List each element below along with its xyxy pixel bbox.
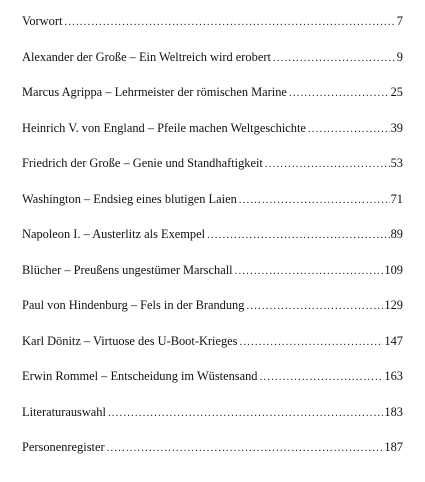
toc-dot-leader bbox=[308, 123, 390, 135]
toc-entry-title: Napoleon I. – Austerlitz als Exempel bbox=[22, 227, 206, 241]
toc-entry bbox=[22, 298, 403, 334]
toc-entry-page: 129 bbox=[384, 298, 403, 312]
toc-entry-page: 53 bbox=[390, 156, 403, 170]
toc-dot-leader bbox=[289, 87, 390, 99]
toc-entry bbox=[22, 14, 403, 50]
toc-dot-leader bbox=[108, 407, 383, 419]
toc-entry-title: Erwin Rommel – Entscheidung im Wüstensand bbox=[22, 369, 258, 383]
toc-entry bbox=[22, 85, 403, 121]
toc-dot-leader bbox=[273, 52, 396, 64]
toc-entry-title: Marcus Agrippa – Lehrmeister der römischen Marine bbox=[22, 85, 287, 99]
toc-entry bbox=[22, 121, 403, 157]
toc-entry-title: Washington – Endsieg eines blutigen Laien bbox=[22, 191, 237, 206]
toc-entry-title: Blücher – Preußens ungestümer Marschall bbox=[22, 262, 233, 277]
toc-dot-leader bbox=[107, 442, 384, 454]
toc-entry bbox=[22, 440, 403, 476]
toc-entry-title: Alexander der Große – Ein Weltreich wird erobert bbox=[22, 49, 271, 64]
toc-entry-page: 147 bbox=[384, 333, 403, 348]
toc-dot-leader bbox=[239, 336, 383, 348]
toc-entry-page: 163 bbox=[384, 369, 403, 383]
toc-entry-title: Karl Dönitz – Virtuose des U-Boot-Krieges bbox=[22, 333, 238, 348]
toc-entry-page: 187 bbox=[384, 440, 403, 454]
toc-entry-page: 7 bbox=[396, 14, 403, 28]
toc-entry-title: Paul von Hindenburg – Fels in der Brandung bbox=[22, 298, 245, 312]
toc-entry-page: 39 bbox=[390, 120, 403, 135]
toc-dot-leader bbox=[246, 300, 383, 312]
toc-entry bbox=[22, 227, 403, 263]
toc-entry-page: 9 bbox=[396, 49, 403, 64]
toc-entry bbox=[22, 369, 403, 405]
toc-entry bbox=[22, 192, 403, 228]
toc-entry-title: Heinrich V. von England – Pfeile machen Weltgeschichte bbox=[22, 120, 306, 135]
toc-entry-page: 89 bbox=[390, 227, 403, 241]
toc-entry bbox=[22, 334, 403, 370]
toc-entry bbox=[22, 263, 403, 299]
toc-entry-page: 71 bbox=[390, 191, 403, 206]
toc-dot-leader bbox=[260, 371, 384, 383]
table-of-contents bbox=[22, 14, 403, 476]
toc-dot-leader bbox=[239, 194, 390, 206]
toc-entry-title: Literaturauswahl bbox=[22, 404, 106, 419]
toc-entry-title: Friedrich der Große – Genie und Standhaftigkeit bbox=[22, 156, 263, 170]
toc-entry bbox=[22, 405, 403, 441]
toc-dot-leader bbox=[235, 265, 384, 277]
toc-entry bbox=[22, 156, 403, 192]
toc-dot-leader bbox=[265, 158, 390, 170]
toc-entry-title: Personenregister bbox=[22, 440, 105, 454]
toc-entry-page: 25 bbox=[390, 85, 403, 99]
toc-dot-leader bbox=[64, 16, 395, 28]
toc-entry-page: 183 bbox=[384, 404, 403, 419]
toc-dot-leader bbox=[207, 229, 390, 241]
toc-entry bbox=[22, 50, 403, 86]
toc-entry-title: Vorwort bbox=[22, 14, 63, 28]
toc-entry-page: 109 bbox=[384, 262, 403, 277]
